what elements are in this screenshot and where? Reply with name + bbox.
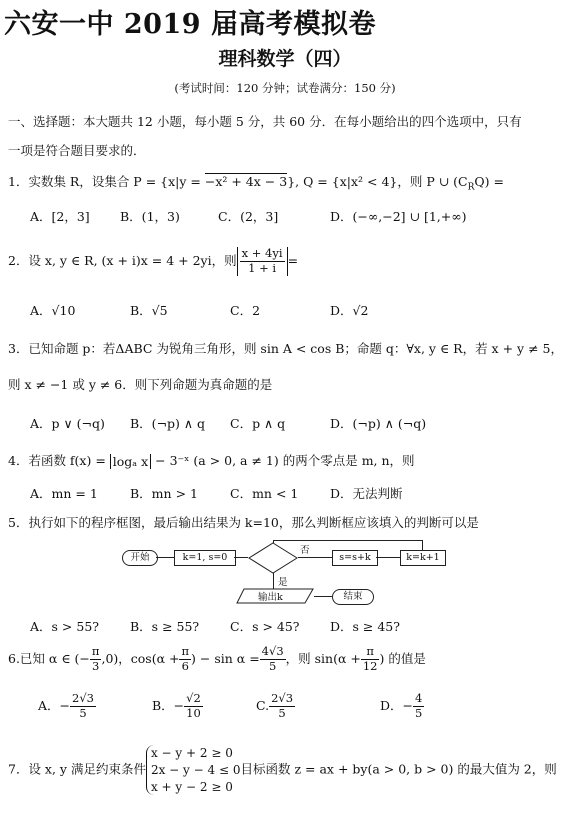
flow-loop-line <box>422 540 423 550</box>
fraction: $\frac{\pi}{3}$ <box>91 644 100 673</box>
q4-option-b: B．mn > 1 <box>130 486 198 501</box>
fraction: $\frac{\pi}{12}$ <box>362 644 378 673</box>
flow-end: 结束 <box>332 589 374 605</box>
subject-title: 理科数学（四） <box>218 48 352 70</box>
question-3-line2: 则 x ≠ −1 或 y ≠ 6．则下列命题为真命题的是 <box>8 377 273 392</box>
flow-decision-diamond <box>248 542 298 574</box>
q2-option-d: D．√2 <box>330 303 369 318</box>
flow-loop-line <box>273 540 423 541</box>
q6-option-d: D．− $\frac{4}{5}$ <box>380 691 423 720</box>
flow-arrow <box>156 557 174 558</box>
q4-option-d: D．无法判断 <box>330 486 403 501</box>
flow-arrow <box>314 596 332 597</box>
q1-option-d: D．(−∞,−2] ∪ [1,+∞) <box>330 209 467 224</box>
flow-start: 开始 <box>122 550 158 566</box>
q6-option-a: A．− $\frac{2√3}{5}$ <box>38 691 94 720</box>
q2-option-c: C．2 <box>230 303 261 318</box>
question-1-stem: 1．实数集 R，设集合 P = {x|y = −x² + 4x − 3}, Q = {x|x² < 4}，则 P ∪ $(C_RQ)$ = <box>8 174 504 193</box>
program-flowchart <box>118 536 440 616</box>
flow-no-label: 否 <box>300 545 310 556</box>
flow-update-k: k=k+1 <box>400 550 446 566</box>
q5-option-b: B．s ≥ 55? <box>130 619 200 634</box>
q3-option-b: B．(¬p) ∧ q <box>130 416 206 431</box>
q2-option-b: B．√5 <box>130 303 168 318</box>
constraint-system: x − y + 2 ≥ 0 2x − y − 4 ≤ 0 x + y − 2 ≥ 0 <box>146 745 241 795</box>
abs-value <box>237 247 288 276</box>
flow-arrow <box>376 557 400 558</box>
q3-option-d: D．(¬p) ∧ (¬q) <box>330 416 427 431</box>
q3-option-c: C．p ∧ q <box>230 416 286 431</box>
section-instruction-line1: 一、选择题：本大题共 12 小题，每小题 5 分，共 60 分．在每小题给出的四个选项中，只有 <box>8 114 522 129</box>
flow-output-label: 输出k <box>258 592 283 603</box>
q5-option-c: C．s > 45? <box>230 619 300 634</box>
question-5-stem: 5．执行如下的程序框图，最后输出结果为 k=10，那么判断框应该填入的判断可以是 <box>8 515 479 530</box>
flow-arrow <box>234 557 248 558</box>
flow-init: k=1, s=0 <box>174 550 236 566</box>
q6-option-c: C. $\frac{2√3}{5}$ <box>256 691 294 720</box>
fraction: $\frac{4√3}{5}$ <box>261 644 284 673</box>
q1-option-a: A．[2，3] <box>30 209 90 224</box>
flow-yes-label: 是 <box>278 577 288 588</box>
q3-option-a: A．p ∨ (¬q) <box>30 416 105 431</box>
abs-value: logₐ x <box>110 454 151 469</box>
flow-arrow <box>273 573 274 589</box>
flow-update-s: s=s+k <box>332 550 378 566</box>
flow-loop-line <box>273 540 274 543</box>
sqrt-expression: −x² + 4x − 3 <box>204 174 288 189</box>
fraction: $\frac{\pi}{6}$ <box>181 644 190 673</box>
fraction: $\frac{x + 4yi}{1 + i}$ <box>241 246 283 275</box>
question-6-stem: 6.已知 α ∈ (− $\frac{\pi}{3}$ ,0)，cos(α + $\frac{\pi}{6}$ ) − sin α = $\frac{4√3}{5}$ ，则 sin(α + $\frac{\pi}{12}$ ) 的值是 <box>8 644 426 673</box>
exam-info: (考试时间：120 分钟；试卷满分：150 分) <box>174 81 396 95</box>
section-instruction-line2: 一项是符合题目要求的． <box>8 143 146 158</box>
q4-option-c: C．mn < 1 <box>230 486 299 501</box>
question-4-stem: 4．若函数 f(x) = logₐ x − 3⁻ˣ (a > 0, a ≠ 1) 的两个零点是 m, n，则 <box>8 453 415 469</box>
q2-option-a: A．√10 <box>30 303 76 318</box>
page-title: 六安一中 2019 届高考模拟卷 <box>4 9 376 40</box>
q4-option-a: A．mn = 1 <box>30 486 98 501</box>
q5-option-d: D．s ≥ 45? <box>330 619 400 634</box>
q1-option-b: B．(1，3) <box>120 209 180 224</box>
question-7-stem: 7．设 x, y 满足约束条件 x − y + 2 ≥ 0 2x − y − 4 ≤ 0 x + y − 2 ≥ 0 目标函数 z = ax + by(a > 0, b > 0) 的最大值为 2，则 <box>8 746 557 794</box>
q1-option-c: C．(2，3] <box>218 209 279 224</box>
q6-option-b: B．− $\frac{√2}{10}$ <box>152 691 201 720</box>
flow-arrow <box>298 557 332 558</box>
question-2-stem: 2．设 x, y ∈ R, (x + i)x = 4 + 2yi，则 $\frac{x + 4yi}{1 + i}$ = <box>8 246 299 275</box>
question-3-line1: 3．已知命题 p：若ΔABC 为锐角三角形，则 sin A < cos B；命题 q：∀x, y ∈ R，若 x + y ≠ 5， <box>8 341 563 356</box>
q5-option-a: A．s > 55? <box>30 619 99 634</box>
